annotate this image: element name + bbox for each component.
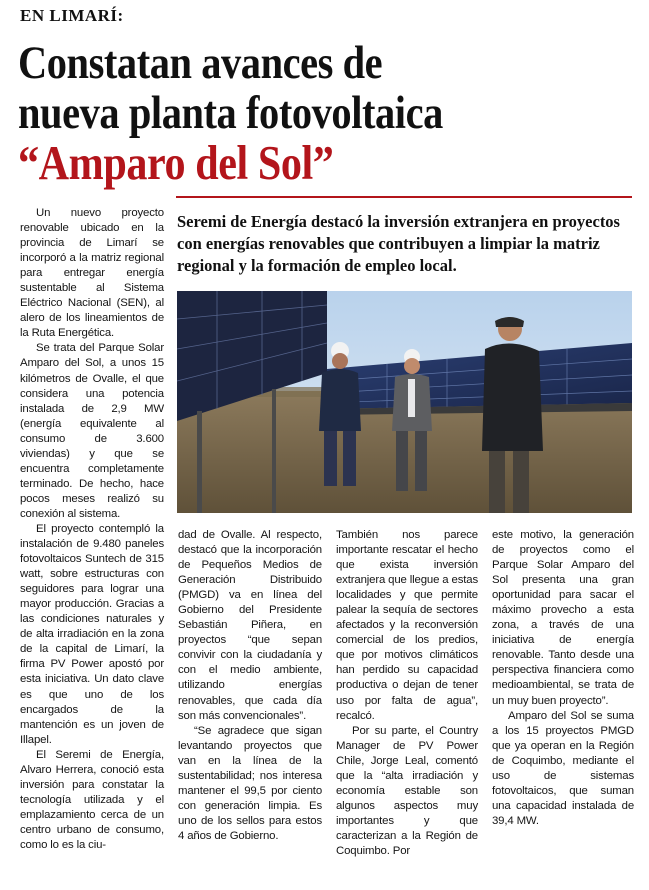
- paragraph: El Seremi de Energía, Alvaro Herrera, conoció esta inversión para constatar la tecnología utilizada y el emplazamiento cerca de un centro urbano de consumo, como lo es la ciu-: [20, 748, 164, 851]
- subhead-divider: [176, 196, 632, 198]
- paragraph: El proyecto contempló la instalación de 9.480 paneles fotovoltaicos Suntech de 315 watt, sobre estructuras con seguidores para lograr una mayor producción. Gracias a las condiciones naturales y de alta irradiación en la zona de la capital de Limarí, la firma PV Power apostó por esta iniciativa. Un dato clave es que uno de los encargados de la mantención es un joven de Illapel.: [20, 522, 164, 746]
- paragraph: También nos parece importante rescatar el hecho que exista inversión extranjera que llegue a estas localidades y que permite palear la sequía de sectores afectados y la reconversión comercial de los predios, que por motivos climáticos han perdido su capacidad productiva o dejan de tener uso por falta de agua”, recalcó.: [336, 529, 478, 722]
- article-column-2: [178, 528, 322, 844]
- headline-line-2: nueva planta fotovoltaica: [18, 87, 443, 139]
- paragraph: Por su parte, el Country Manager de PV Power Chile, Jorge Leal, comentó que la “alta irradiación y economía estable son algunos aspectos muy importantes y que caracterizan a la Región de Coquimbo. Por: [336, 724, 478, 857]
- solar-plant-photo: [177, 291, 632, 513]
- paragraph: dad de Ovalle. Al respecto, destacó que la incorporación de Pequeños Medios de Generación Distribuido (PMGD) va en línea del Gobierno del Presidente Sebastián Piñera, en proyectos “que sepan convivir con la ciudadanía y con el medio ambiente, utilizando energías renovables, que cada día son más convencionales”.: [178, 529, 322, 722]
- article-column-1: [20, 206, 164, 853]
- headline: [18, 38, 551, 188]
- paragraph: este motivo, la generación de proyectos como el Parque Solar Amparo del Sol presenta una gran oportunidad para sacar el máximo provecho a esta zona, a través de una iniciativa de energía renovable. Tanto desde una perspectiva financiera como medioambiental, se trata de un muy buen proyecto”.: [492, 529, 634, 707]
- headline-line-3: “Amparo del Sol”: [18, 135, 334, 190]
- article-column-3: [336, 528, 478, 859]
- article-column-4: [492, 528, 634, 829]
- paragraph: Un nuevo proyecto renovable ubicado en la provincia de Limarí se incorporó a la matriz regional para entregar energía sustentable al Sistema Eléctrico Nacional (SEN), al alero de los lineamientos de la Ruta Energética.: [20, 207, 164, 340]
- paragraph: “Se agradece que sigan levantando proyectos que van en la línea de la sustentabilidad; nos interesa mantener el 99,5 por ciento con generación limpia. Es uno de los sellos para estos 4 años de Gobierno.: [178, 724, 322, 842]
- paragraph: Amparo del Sol se suma a los 15 proyectos PMGD que ya operan en la Región de Coquimbo, mediante el uso de sistemas fotovoltaicos, que suman una capacidad instalada de 39,4 MW.: [492, 709, 634, 827]
- headline-line-1: Constatan avances de: [18, 37, 383, 89]
- subheadline: Seremi de Energía destacó la inversión extranjera en proyectos con energías renovables que contribuyen a limpiar la matriz regional y la formación de empleo local.: [177, 212, 620, 275]
- paragraph: Se trata del Parque Solar Amparo del Sol, a unos 15 kilómetros de Ovalle, el que considera una potencia instalada de 2,9 MW (energía equivalente al consumo de 3.600 viviendas) y que se encuentra completamente terminado. De hecho, hace pocos meses realizó su conexión al sistema.: [20, 342, 164, 520]
- kicker-label: EN LIMARÍ:: [20, 6, 124, 25]
